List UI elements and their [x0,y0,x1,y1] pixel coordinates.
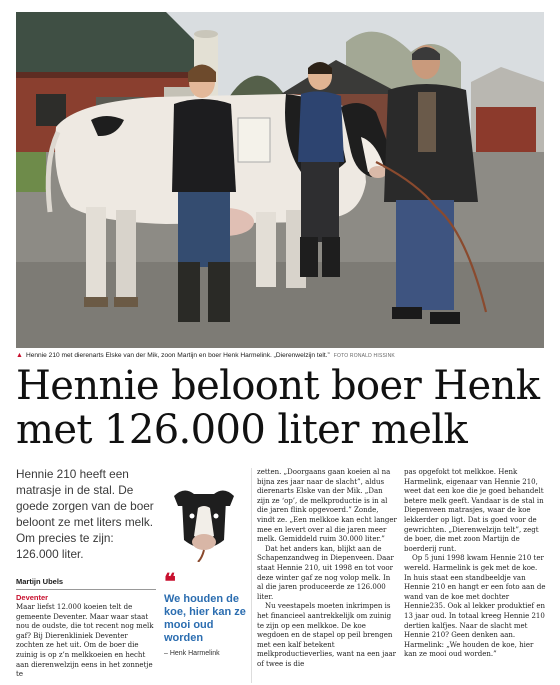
body-paragraph: zetten. „Doorgaans gaan koeien al na bijna zes jaar naar de slacht”, aldus dierenarts Elske van der Mik. „Dan zijn ze ‘op’, de melkproductie is in al die jaren flink opgevoerd.” Zonde, vindt ze. „Een melkkoe kan echt langer mee en levert over al die jaren meer melk. Gemiddeld ruim 30.000 liter.” [257,468,397,544]
quote-author: – Henk Harmelink [164,650,220,657]
body-column-4 [404,468,546,683]
headline [16,364,552,452]
body-paragraph: pas opgefokt tot melkkoe. Henk Harmelink, eigenaar van Hennie 210, weet dat een koe die je goed behandelt betere melk geeft. Vandaar is de stal in Diepenveen matrasjes, waar de koe lekkerder op ligt. Dat is goed voor de gewrichten. „Dierenwelzijn telt”, zegt de boer, die met zoon Martijn de boerderij runt. [404,468,544,553]
author-name: Martijn Ubels [16,577,64,586]
photo-caption [16,351,544,361]
body-paragraph: Nu veestapels moeten inkrimpen is het financieel aantrekkelijk om zuinig te zijn op een melkkoe. De koe wegdoen en de stapel op peil brengen met een kalf betekent melkproductieverlies, want na een jaar of twee is die [257,602,397,668]
dateline-place: Deventer [16,593,49,602]
cow-head-icon [164,478,244,562]
caption-text: Hennie 210 met dierenarts Elske van der Mik, zoon Martijn en boer Henk Harmelink. „Dierenwelzijn telt.” [25,352,330,359]
quote-text: We houden de koe, hier kan ze mooi oud worden [164,593,246,644]
body-paragraph: Op 5 juni 1998 kwam Hennie 210 ter wereld. Harmelink is gek met de koe. In huis staat een standbeeldje van Hennie 210 en hangt er een foto aan de wand van de koe met dochter Hennie235. Ook al lekker produktief en 13 jaar oud. In totaal kreeg Hennie 210 dertien kalfjes. Naar de slacht met Hennie 210? Geen denken aan. Harmelink: „We houden de koe, hier kan ze mooi oud worden.” [404,554,546,659]
caption-marker-icon: ▲ [16,352,23,359]
column-divider [251,468,252,683]
body-paragraph: Dat het anders kan, blijkt aan de Schapenzandweg in Diepenveen. Daar staat Hennie 210, uit 1998 en tot voor deze winter gaf ze nog volop melk. In al die jaren produceerde ze 126.000 liter. [257,544,394,601]
body-paragraph: Maar liefst 12.000 koeien telt de gemeente Deventer. Maar waar staat nou de oudste, die tot recent nog melk gaf? Bij Dierenkliniek Deventer zochten ze het uit. Om de boer die zuinig is op z’n melkkoeien en hecht aan dierenwelzijn eens in het zonnetje te [16,603,154,679]
byline-divider [16,589,156,590]
pull-quote [164,569,250,657]
headline-line-2: met 126.000 liter melk [16,407,468,453]
quote-mark-icon: ❝ [164,569,176,595]
headline-line-1: Hennie beloont boer Henk [16,363,540,409]
cow-thumbnail [164,478,244,562]
article-photo [16,12,544,348]
body-column-3 [257,468,397,683]
body-column-1 [16,603,156,683]
photo-credit: FOTO RONALD HISSINK [333,353,395,359]
byline [16,577,156,603]
intro-text: Hennie 210 heeft een matrasje in de stal. De goede zorgen van de boer beloont ze met liters melk. Om precies te zijn: 126.000 liter. [16,467,154,561]
farm-scene-illustration [16,12,544,348]
